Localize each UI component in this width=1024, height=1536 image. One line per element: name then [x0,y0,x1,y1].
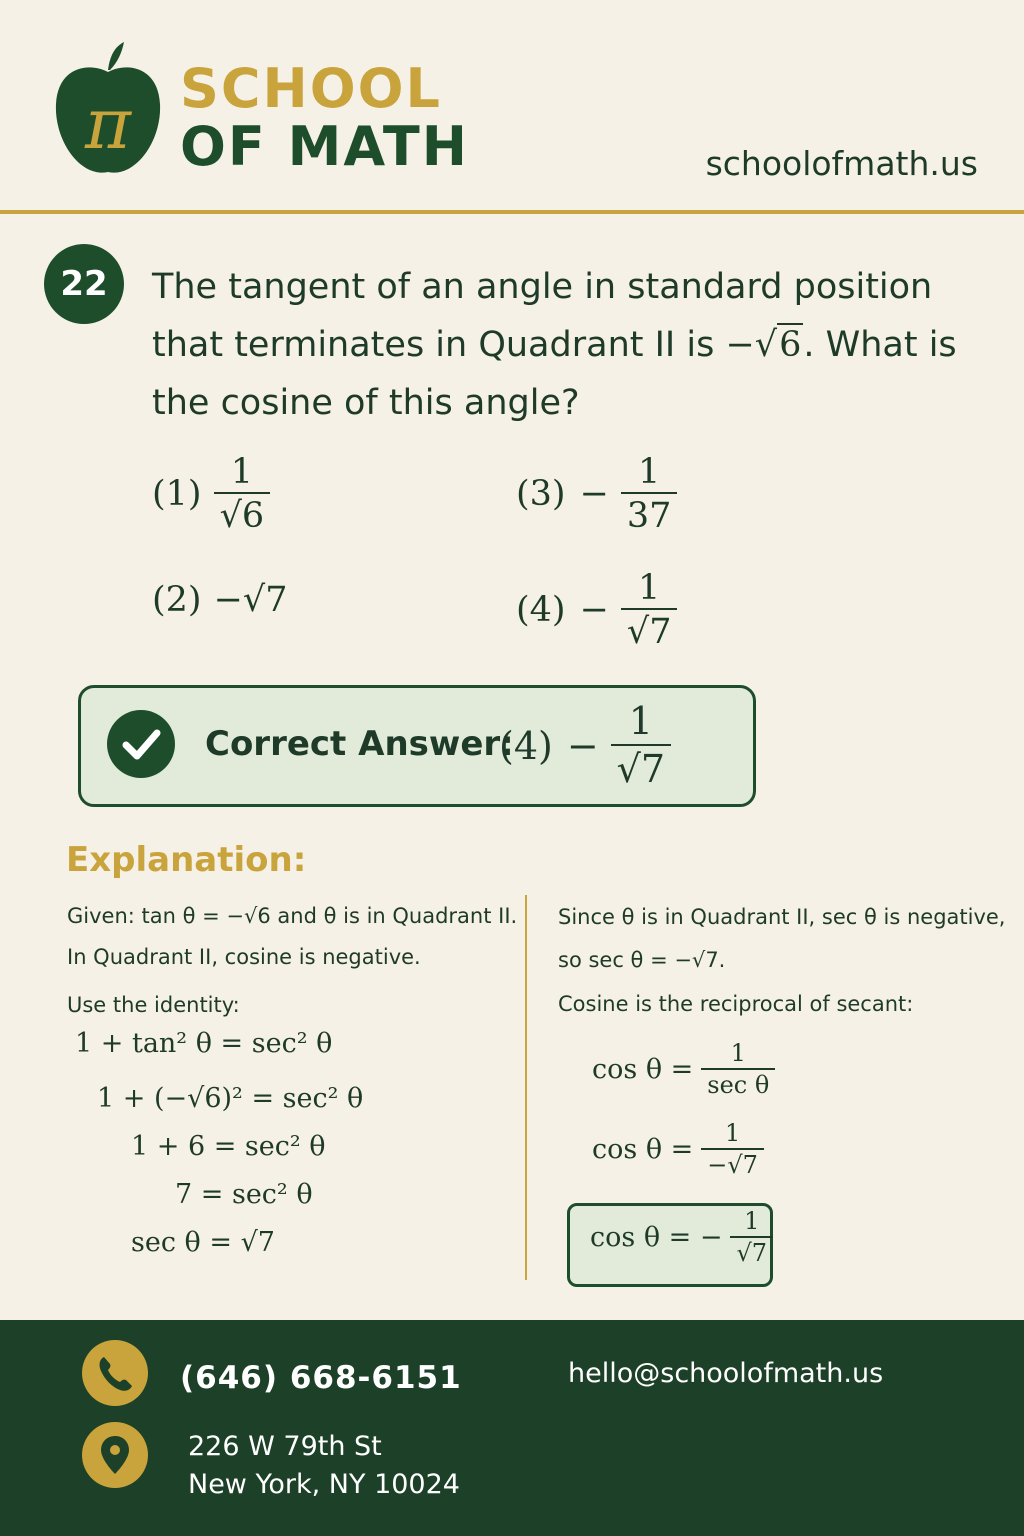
phone-icon [82,1340,148,1406]
simplify-equation: 1 + 6 = sec² θ [131,1131,326,1162]
question-text [152,258,972,432]
phone-number[interactable]: (646) 668-6151 [180,1360,462,1396]
address-line2: New York, NY 10024 [188,1469,460,1500]
explanation-title: Explanation: [66,840,307,880]
brand-line2: OF MATH [180,115,469,178]
correct-answer-label: Correct Answer: [205,724,514,764]
correct-answer-value: (4) − $\frac{1}{√7}$ [499,698,671,794]
substituted-reciprocal-equation: cos θ = $\frac{1}{-√7}$ [592,1120,764,1179]
apple-pi-logo-icon [50,40,165,180]
explanation-left-line2: In Quadrant II, cosine is negative. [67,945,421,969]
checkmark-icon [107,710,175,778]
column-divider [525,895,527,1280]
footer [0,1320,1024,1536]
choice-3[interactable]: (3) − $\frac{1}{37}$ [516,452,677,537]
explanation-right-line3: Cosine is the reciprocal of secant: [558,992,914,1016]
explanation-left-line3: Use the identity: [67,993,240,1017]
question-text-part2: . What is the cosine of this angle? [152,325,957,423]
substitution-equation: 1 + (−√6)² = sec² θ [97,1083,364,1114]
choice-label: (2) [152,580,202,620]
tan-value: −√6 [725,325,802,365]
choice-fraction: $\frac{1}{√7}$ [621,568,678,653]
address-line1: 226 W 79th St [188,1431,382,1462]
explanation-right-line2: so sec θ = −√7. [558,948,726,972]
sec-result-equation: sec θ = √7 [131,1227,275,1258]
choice-fraction: $\frac{1}{37}$ [621,452,678,537]
address [188,1428,460,1504]
choice-label: (1) [152,474,202,515]
brand-line1: SCHOOL [180,57,442,120]
explanation-given: Given: tan θ = −√6 and θ is in Quadrant II. [67,904,518,928]
header-divider [0,210,1024,214]
location-pin-icon [82,1422,148,1488]
email-link[interactable]: hello@schoolofmath.us [568,1358,884,1389]
explanation-right-line1: Since θ is in Quadrant II, sec θ is negative, [558,905,1006,929]
choice-label: (3) [516,474,566,515]
choice-2[interactable] [152,580,287,620]
choice-expression: −√7 [213,580,288,620]
website-link[interactable]: schoolofmath.us [705,144,978,183]
final-result-equation: cos θ = − $\frac{1}{√7}$ [590,1208,773,1267]
choice-1[interactable] [152,452,270,537]
choice-fraction: $\frac{1}{√6}$ [214,452,271,537]
logo-glyph: π [84,83,132,165]
brand-name [180,57,469,178]
header [0,0,1024,214]
identity-equation: 1 + tan² θ = sec² θ [75,1028,333,1059]
sum-equation: 7 = sec² θ [175,1179,313,1210]
question-text-part1: The tangent of an angle in standard position that terminates in Quadrant II is [152,267,933,365]
reciprocal-equation: cos θ = $\frac{1}{\text{sec θ}}$ [592,1040,775,1099]
correct-answer-box [78,685,756,807]
choice-4[interactable]: (4) − $\frac{1}{√7}$ [516,568,677,653]
question-number-badge: 22 [44,244,124,324]
choice-label: (4) [516,590,566,631]
